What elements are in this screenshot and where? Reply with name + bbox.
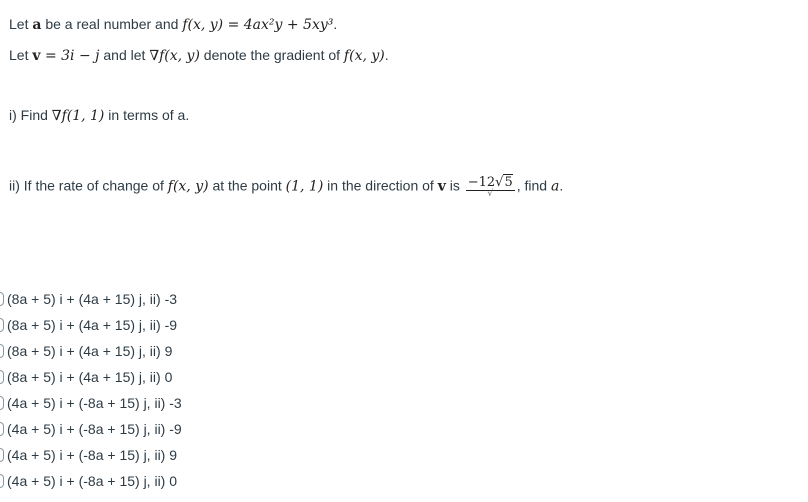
answer-option[interactable]	[0, 468, 182, 494]
radio-button[interactable]	[0, 344, 4, 358]
option-label: (8a + 5) i + (4a + 15) j, ii) -9	[7, 317, 178, 333]
variable-a: a	[32, 17, 42, 33]
radio-button[interactable]	[0, 448, 4, 462]
text: in the direction of	[323, 177, 438, 194]
radio-button[interactable]	[0, 396, 4, 410]
part-ii-prompt	[9, 175, 563, 199]
text: and let	[99, 47, 150, 63]
text: .	[384, 47, 389, 63]
option-label: (8a + 5) i + (4a + 15) j, ii) 0	[7, 369, 173, 385]
option-label: (4a + 5) i + (-8a + 15) j, ii) -3	[7, 395, 182, 411]
question-line-1	[9, 16, 337, 33]
text: i) Find	[9, 107, 52, 123]
gradient-expression: ∇f(x, y)	[149, 48, 200, 64]
option-label: (8a + 5) i + (4a + 15) j, ii) -3	[7, 291, 178, 307]
option-label: (4a + 5) i + (-8a + 15) j, ii) 0	[7, 473, 178, 489]
option-label: (4a + 5) i + (-8a + 15) j, ii) -9	[7, 421, 182, 437]
fraction-denominator: √	[487, 189, 494, 199]
question-line-2	[9, 47, 389, 64]
answer-option[interactable]	[0, 416, 182, 442]
text: ii) If the rate of change of	[9, 177, 168, 194]
part-i-prompt	[9, 107, 189, 124]
text: .	[333, 16, 338, 32]
answer-option[interactable]	[0, 442, 182, 468]
radio-button[interactable]	[0, 292, 4, 306]
answer-option[interactable]	[0, 338, 182, 364]
text: be a real number and	[41, 16, 183, 32]
answer-option[interactable]	[0, 312, 182, 338]
gradient-at-point: ∇f(1, 1)	[51, 108, 105, 124]
rate-fraction	[466, 175, 515, 199]
radio-button[interactable]	[0, 318, 4, 332]
answer-option[interactable]	[0, 286, 182, 312]
answer-option[interactable]	[0, 364, 182, 390]
function-definition: f(x, y) = 4ax²y + 5xy³	[182, 17, 334, 33]
text: .	[559, 177, 564, 194]
text: at the point	[208, 177, 286, 194]
text: Let	[9, 47, 33, 63]
numerator-coefficient: −12	[467, 175, 496, 190]
answer-option[interactable]	[0, 390, 182, 416]
radio-button[interactable]	[0, 474, 4, 488]
vector-definition: = 3i − j	[40, 48, 100, 64]
option-label: (4a + 5) i + (-8a + 15) j, ii) 9	[7, 447, 178, 463]
vector-v: v	[32, 48, 41, 64]
answer-options	[0, 286, 182, 494]
function-expression: f(x, y)	[343, 48, 385, 64]
point: (1, 1)	[285, 178, 324, 195]
numerator-radicand: 5	[504, 175, 513, 190]
text: Let	[9, 16, 33, 32]
vector-v: v	[437, 178, 446, 195]
radio-button[interactable]	[0, 422, 4, 436]
variable-a: a	[550, 178, 560, 195]
text: is	[445, 177, 464, 194]
text: , find	[516, 177, 551, 194]
radio-button[interactable]	[0, 370, 4, 384]
function-expression: f(x, y)	[167, 178, 209, 195]
text: denote the gradient of	[199, 47, 344, 63]
text: in terms of a.	[104, 107, 190, 123]
option-label: (8a + 5) i + (4a + 15) j, ii) 9	[7, 343, 173, 359]
fraction-numerator: −12√5	[467, 175, 513, 190]
